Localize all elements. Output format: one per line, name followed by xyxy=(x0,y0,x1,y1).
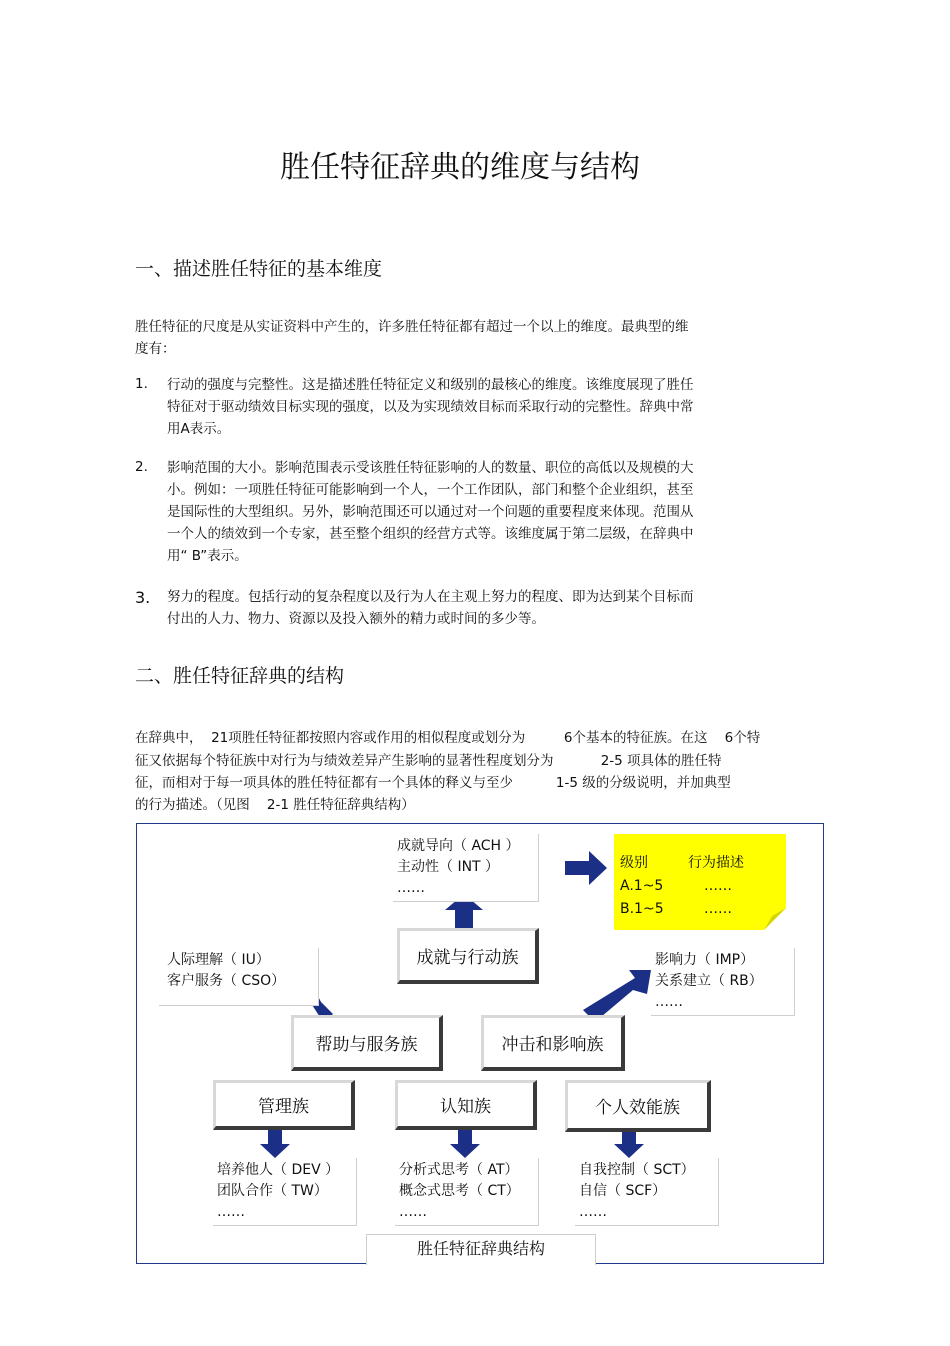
page-title: 胜任特征辞典的维度与结构 xyxy=(280,150,640,185)
item-line: 努力的程度。包括行动的复杂程度以及行为人在主观上努力的程度、即为达到某个目标而 xyxy=(167,589,694,605)
note-desc: …… xyxy=(704,901,732,917)
management-competency-list xyxy=(213,1158,357,1226)
note-header-level: 级别 xyxy=(620,855,648,871)
list-item: 培养他人（ DEV ） xyxy=(217,1162,340,1178)
family-impact xyxy=(481,1015,625,1071)
note-fold-icon xyxy=(764,908,786,930)
arrow-down-icon xyxy=(450,1130,480,1158)
list-item: 成就导向（ ACH ） xyxy=(397,838,520,854)
diagram-caption: 胜任特征辞典结构 xyxy=(366,1234,596,1265)
list-item: …… xyxy=(217,1204,245,1220)
item-number: 2. xyxy=(135,459,148,475)
list-item: 概念式思考（ CT） xyxy=(399,1183,520,1199)
item-line: 特征对于驱动绩效目标实现的强度，以及为实现绩效目标而采取行动的完整性。辞典中常 xyxy=(167,399,694,415)
section1-intro xyxy=(135,316,750,360)
item-text xyxy=(167,374,752,440)
family-label: 个人效能族 xyxy=(595,1098,680,1118)
family-management xyxy=(213,1080,355,1130)
section2-heading: 二、胜任特征辞典的结构 xyxy=(135,665,345,687)
list-item: 影响力（ IMP） xyxy=(655,952,755,968)
family-personal xyxy=(565,1080,711,1132)
note-level: B.1~5 xyxy=(620,901,664,917)
arrow-right-icon xyxy=(565,851,607,885)
family-label: 认知族 xyxy=(440,1097,491,1117)
arrow-down-icon xyxy=(614,1130,644,1158)
family-achievement xyxy=(397,928,539,984)
list-item: …… xyxy=(579,1204,607,1220)
item-line: 付出的人力、物力、资源以及投入额外的精力或时间的多少等。 xyxy=(167,611,545,627)
item-number: 3. xyxy=(135,588,151,607)
item-line: 小。例如：一项胜任特征可能影响到一个人，一个工作团队，部门和整个企业组织，甚至 xyxy=(167,482,694,498)
list-item: 人际理解（ IU） xyxy=(167,952,270,968)
list-item: …… xyxy=(655,994,683,1010)
section2-line: 征，而相对于每一项具体的胜任特征都有一个具体的释义与至少 1-5 级的分级说明，并加典型 xyxy=(135,775,731,791)
family-label: 冲击和影响族 xyxy=(501,1035,604,1055)
list-item: 团队合作（ TW） xyxy=(217,1183,328,1199)
note-header-desc: 行为描述 xyxy=(688,855,744,871)
item-text xyxy=(167,457,752,567)
item-line: 一个人的绩效到一个专家，甚至整个组织的经营方式等。该维度属于第二层级，在辞典中 xyxy=(167,526,694,542)
item-line: 影响范围的大小。影响范围表示受该胜任特征影响的人的数量、职位的高低以及规模的大 xyxy=(167,460,694,476)
item-line: 行动的强度与完整性。这是描述胜任特征定义和级别的最核心的维度。该维度展现了胜任 xyxy=(167,377,694,393)
family-label: 成就与行动族 xyxy=(416,948,519,968)
item-line: 是国际性的大型组织。另外，影响范围还可以通过对一个问题的重要程度来体现。范围从 xyxy=(167,504,694,520)
intro-line: 胜任特征的尺度是从实证资料中产生的，许多胜任特征都有超过一个以上的维度。最典型的维 xyxy=(135,319,689,335)
list-item: 自信（ SCF） xyxy=(579,1183,667,1199)
family-label: 管理族 xyxy=(258,1097,309,1117)
impact-competency-list xyxy=(651,948,795,1016)
list-item: 客户服务（ CSO） xyxy=(167,973,286,989)
list-item: 主动性（ INT ） xyxy=(397,859,500,875)
section1-heading: 一、描述胜任特征的基本维度 xyxy=(135,258,383,280)
section2-line: 征又依据每个特征族中对行为与绩效差异产生影响的显著性程度划分为 2-5 项具体的胜任特 xyxy=(135,753,722,769)
item-number: 1. xyxy=(135,376,148,392)
arrow-down-icon xyxy=(260,1130,290,1158)
item-line: 用“ B”表示。 xyxy=(167,548,248,564)
achievement-competency-list xyxy=(393,834,539,902)
list-item: …… xyxy=(399,1204,427,1220)
note-desc: …… xyxy=(704,878,732,894)
family-label: 帮助与服务族 xyxy=(315,1035,418,1055)
item-text xyxy=(167,586,752,630)
competency-structure-diagram xyxy=(136,823,824,1264)
helping-competency-list xyxy=(159,948,319,1006)
level-note xyxy=(614,834,786,930)
item-line: 用A表示。 xyxy=(167,421,231,437)
list-item: 分析式思考（ AT） xyxy=(399,1162,519,1178)
list-item: 自我控制（ SCT） xyxy=(579,1162,695,1178)
intro-line: 度有： xyxy=(135,341,176,357)
section2-line: 的行为描述。（见图 2-1 胜任特征辞典结构） xyxy=(135,797,415,813)
note-level: A.1~5 xyxy=(620,878,664,894)
section2-line: 在辞典中， 21项胜任特征都按照内容或作用的相似程度或划分为 6个基本的特征族。在这 6个特 xyxy=(135,730,761,746)
family-helping xyxy=(291,1015,443,1071)
personal-competency-list xyxy=(575,1158,719,1226)
cognitive-competency-list xyxy=(395,1158,539,1226)
list-item: …… xyxy=(397,880,425,896)
list-item: 关系建立（ RB） xyxy=(655,973,763,989)
family-cognitive xyxy=(395,1080,537,1130)
